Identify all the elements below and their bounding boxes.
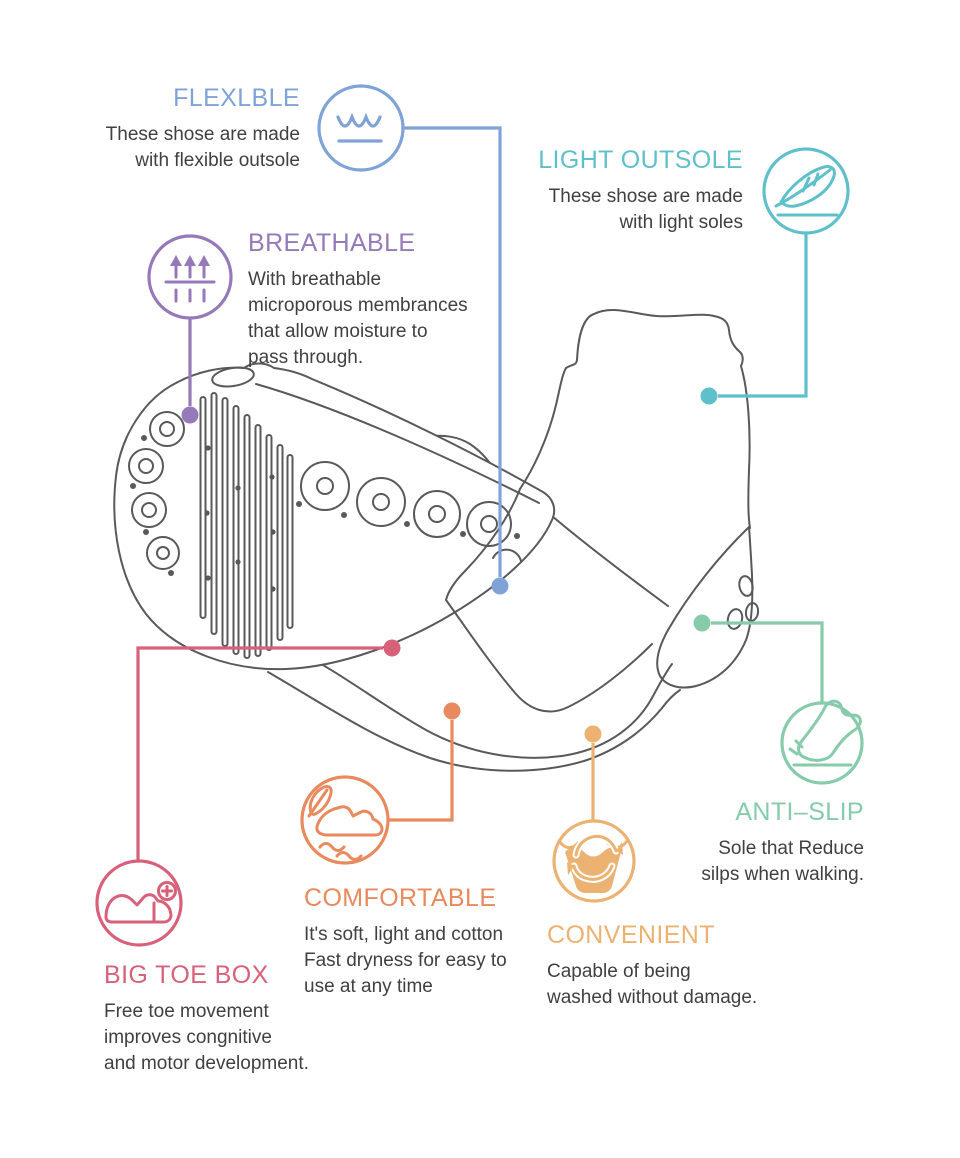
comfortable-point-dot [444,703,461,720]
feature-title: ANTI–SLIP [735,798,864,826]
light-outsole-icon-circle [764,149,848,233]
shoe-line-art [114,310,759,771]
big-toe-box-point-dot [384,640,401,657]
feature-light-outsole [423,147,743,236]
feather-icon [776,166,837,215]
breathable-point-dot [182,407,199,424]
feature-title: BREATHABLE [248,229,416,257]
feature-description: These shose are made with flexible outsole [105,124,300,171]
anti-slip-connector [711,623,822,703]
feature-anti-slip [564,799,864,888]
sock-sole-edge-lower [268,672,680,771]
comfortable-connector [389,720,452,820]
flexible-point-dot [492,578,509,595]
shoe-feather-icon [309,786,382,859]
light-outsole-connector [718,233,806,396]
feature-description: Free toe movement improves congnitive and motor development. [104,1001,309,1074]
feature-description: With breathable microporous membrances that allow moisture to pass through. [248,269,468,368]
anti-slip-point-dot [694,615,711,632]
air-arrows-icon [166,263,214,301]
air-arrowheads [170,255,210,266]
feature-title: FLEXLBLE [173,84,300,112]
shoe-plus-icon [106,883,176,923]
instep-seam [552,516,668,606]
feature-description: These shose are made with light soles [548,186,743,233]
feature-breathable [248,230,548,371]
feature-title: CONVENIENT [547,921,715,949]
sock-sole-edge-upper [292,648,672,758]
sock-leg-right-edge [741,366,750,528]
feature-flexible [0,85,300,174]
feature-description: It's soft, light and cotton Fast dryness for easy to use at any time [304,924,507,997]
feature-big-toe-box [104,962,404,1077]
wave-flexible-icon [338,117,381,141]
convenient-point-dot [585,726,602,743]
light-outsole-point-dot [701,388,718,405]
feature-title: COMFORTABLE [304,884,497,912]
feature-title: LIGHT OUTSOLE [538,146,743,174]
feature-description: Capable of being washed without damage. [547,961,758,1008]
feature-title: BIG TOE BOX [104,961,269,989]
flexible-icon-circle [319,86,403,170]
sock-cuff-top [594,310,743,366]
feature-convenient [547,922,827,1011]
feature-description: Sole that Reduce silps when walking. [701,838,864,885]
